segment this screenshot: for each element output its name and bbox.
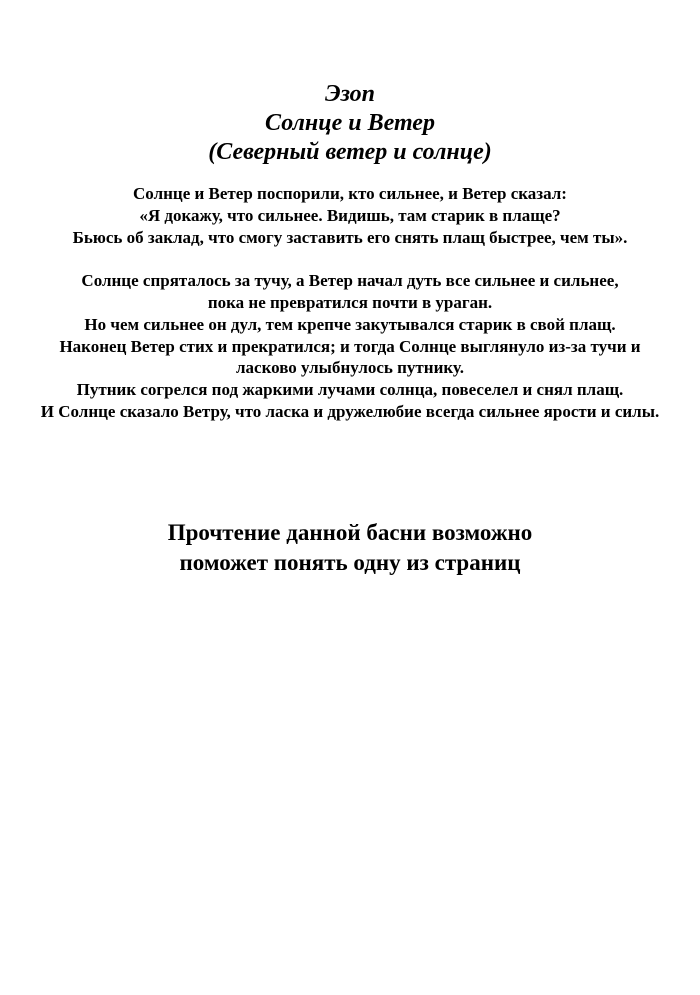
- text-line: Но чем сильнее он дул, тем крепче закутывался старик в свой плащ.: [84, 314, 616, 334]
- text-line: Солнце и Ветер поспорили, кто сильнее, и Ветер сказал:: [133, 184, 567, 203]
- fable-subtitle: (Северный ветер и солнце): [208, 139, 492, 165]
- text-line: «Я докажу, что сильнее. Видишь, там старик в плаще?: [139, 205, 561, 225]
- paragraph-spacer: [0, 248, 700, 270]
- reading-note: [0, 518, 700, 578]
- title-block: [0, 80, 700, 167]
- paragraph-1: [0, 183, 700, 248]
- note-line-2: поможет понять одну из страниц: [179, 550, 521, 575]
- note-line-1: Прочтение данной басни возможно: [167, 520, 533, 545]
- text-line: Путник согрелся под жаркими лучами солнца, повеселел и снял плащ.: [76, 380, 624, 400]
- text-line: Бьюсь об заклад, что смогу заставить его снять плащ быстрее, чем ты».: [72, 227, 628, 247]
- text-line: Солнце спряталось за тучу, а Ветер начал дуть все сильнее и сильнее,: [81, 271, 619, 291]
- text-line: И Солнце сказало Ветру, что ласка и дружелюбие всегда сильнее ярости и силы.: [40, 401, 660, 421]
- paragraph-2: [0, 270, 700, 423]
- text-line: ласково улыбнулось путнику.: [236, 358, 464, 378]
- text-line: Наконец Ветер стих и прекратился; и тогда Солнце выглянуло из-за тучи и: [59, 336, 641, 356]
- text-line: пока не превратился почти в ураган.: [207, 292, 493, 312]
- fable-text: [0, 183, 700, 423]
- fable-title: Солнце и Ветер: [265, 110, 435, 136]
- author-name: Эзоп: [324, 81, 375, 107]
